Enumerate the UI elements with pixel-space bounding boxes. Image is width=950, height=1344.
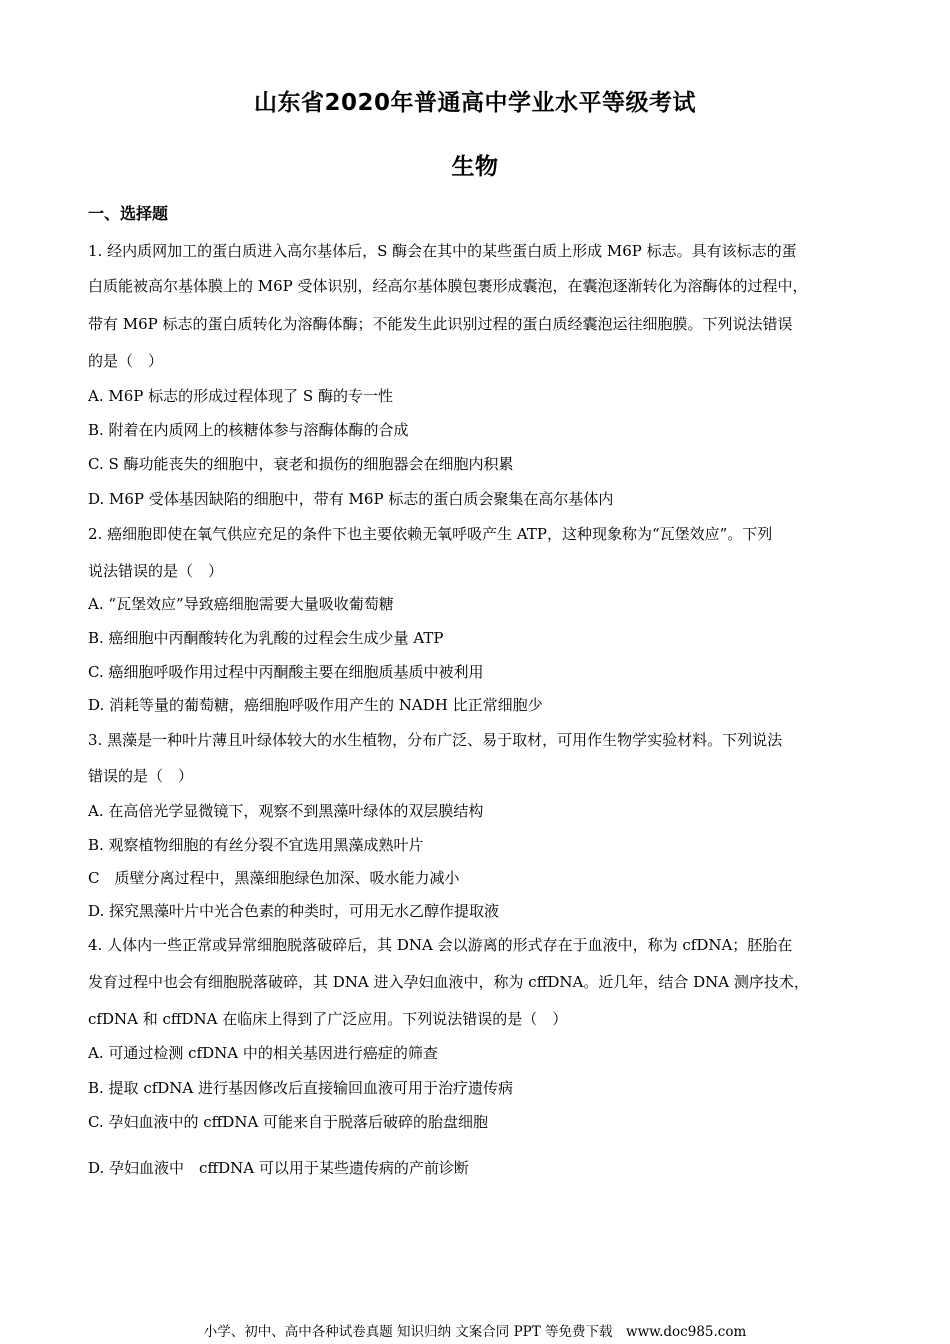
option-d: D. 消耗等量的葡萄糖，癌细胞呼吸作用产生的 NADH 比正常细胞少 xyxy=(88,696,543,714)
question-stem-line: 白质能被高尔基体膜上的 M6P 受体识别，经高尔基体膜包裹形成囊泡，在囊泡逐渐转化为溶酶体的过程中， xyxy=(88,277,808,295)
question-stem-line: 带有 M6P 标志的蛋白质转化为溶酶体酶；不能发生此识别过程的蛋白质经囊泡运往细胞膜。下列说法错误 xyxy=(88,315,793,333)
option-a: A. “瓦堡效应”导致癌细胞需要大量吸收葡萄糖 xyxy=(88,595,394,613)
question-stem-line: 的是（ ） xyxy=(88,352,164,370)
option-a: A. 在高倍光学显微镜下，观察不到黑藻叶绿体的双层膜结构 xyxy=(88,802,484,820)
option-d: D. 探究黑藻叶片中光合色素的种类时，可用无水乙醇作提取液 xyxy=(88,902,500,920)
option-a: A. 可通过检测 cfDNA 中的相关基因进行癌症的筛查 xyxy=(88,1044,438,1062)
option-d: D. M6P 受体基因缺陷的细胞中，带有 M6P 标志的蛋白质会聚集在高尔基体内 xyxy=(88,490,614,508)
question-stem-line: 4. 人体内一些正常或异常细胞脱落破碎后，其 DNA 会以游离的形式存在于血液中，称为 cfDNA；胚胎在 xyxy=(88,936,793,954)
question-stem-line: 错误的是（ ） xyxy=(88,767,194,785)
question-stem-line: cfDNA 和 cffDNA 在临床上得到了广泛应用。下列说法错误的是（ ） xyxy=(88,1010,568,1028)
option-d: D. 孕妇血液中 cffDNA 可以用于某些遗传病的产前诊断 xyxy=(88,1159,469,1177)
question-stem-line: 3. 黑藻是一种叶片薄且叶绿体较大的水生植物，分布广泛、易于取材，可用作生物学实验材料。下列说法 xyxy=(88,731,783,749)
option-c: C. 孕妇血液中的 cffDNA 可能来自于脱落后破碎的胎盘细胞 xyxy=(88,1113,489,1131)
question-stem-line: 1. 经内质网加工的蛋白质进入高尔基体后，S 酶会在其中的某些蛋白质上形成 M6P 标志。具有该标志的蛋 xyxy=(88,242,797,260)
option-b: B. 附着在内质网上的核糖体参与溶酶体酶的合成 xyxy=(88,421,409,439)
option-c: C 质壁分离过程中，黑藻细胞绿色加深、吸水能力减小 xyxy=(88,869,460,887)
option-a: A. M6P 标志的形成过程体现了 S 酶的专一性 xyxy=(88,387,393,405)
exam-title: 山东省2020年普通高中学业水平等级考试 xyxy=(253,90,696,116)
question-stem-line: 说法错误的是（ ） xyxy=(88,562,224,580)
option-b: B. 癌细胞中丙酮酸转化为乳酸的过程会生成少量 ATP xyxy=(88,629,444,647)
option-b: B. 提取 cfDNA 进行基因修改后直接输回血液可用于治疗遗传病 xyxy=(88,1079,514,1097)
page-footer: 小学、初中、高中各种试卷真题 知识归纳 文案合同 PPT 等免费下载 www.doc985.com xyxy=(203,1324,747,1340)
option-c: C. 癌细胞呼吸作用过程中丙酮酸主要在细胞质基质中被利用 xyxy=(88,663,484,681)
question-stem-line: 2. 癌细胞即使在氧气供应充足的条件下也主要依赖无氧呼吸产生 ATP，这种现象称为“瓦堡效应”。下列 xyxy=(88,525,773,543)
subject-title: 生物 xyxy=(451,154,499,180)
section-heading: 一、选择题 xyxy=(88,204,169,223)
option-b: B. 观察植物细胞的有丝分裂不宜选用黑藻成熟叶片 xyxy=(88,836,424,854)
option-c: C. S 酶功能丧失的细胞中，衰老和损伤的细胞器会在细胞内积累 xyxy=(88,455,514,473)
question-stem-line: 发育过程中也会有细胞脱落破碎，其 DNA 进入孕妇血液中，称为 cffDNA。近几年，结合 DNA 测序技术， xyxy=(88,973,809,991)
